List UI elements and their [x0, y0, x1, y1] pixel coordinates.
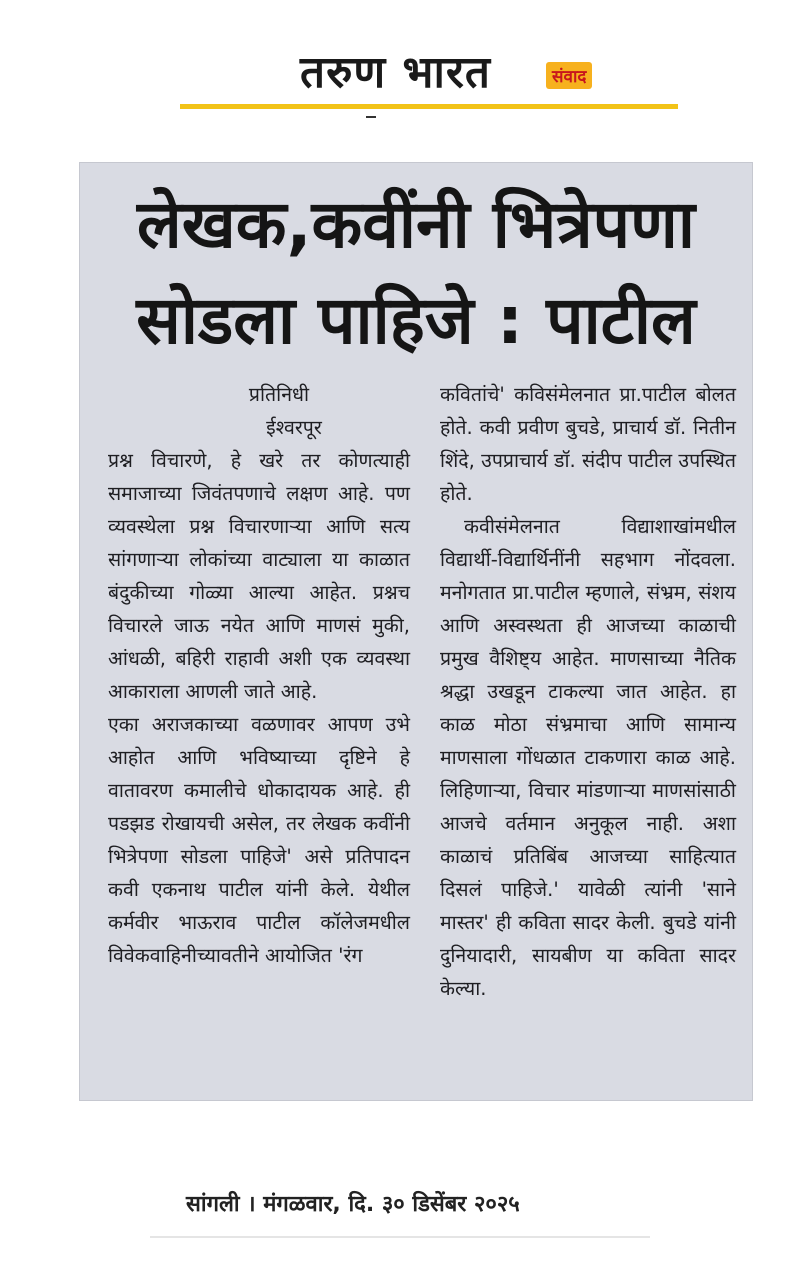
masthead-dash — [366, 116, 376, 118]
news-clipping — [80, 163, 752, 1100]
article-column-left — [108, 378, 410, 972]
paragraph: प्रश्न विचारणे, हे खरे तर कोणत्याही समाजाच्या जिवंतपणाचे लक्षण आहे. पण व्यवस्थेला प्रश्न विचारणाऱ्या आणि सत्य सांगणाऱ्या लोकांच्या वाट्याला या काळात बंदुकीच्या गोळ्या आल्या आहेत. प्रश्नच विचारले जाऊ नयेत आणि माणसं मुकी, आंधळी, बहिरी राहावी अशी एक व्यवस्था आकाराला आणली जाते आहे. — [108, 449, 410, 703]
masthead-rule — [180, 104, 678, 109]
edition-date-line — [186, 1188, 520, 1218]
article-column-right — [440, 378, 736, 1005]
publication-date: । मंगळवार, दि. ३० डिसेंबर २०२५ — [247, 1192, 520, 1217]
edition-name: सांगली — [186, 1192, 240, 1217]
newspaper-logo: तरुण भारत — [300, 47, 491, 98]
masthead — [0, 40, 807, 110]
headline-line-2: सोडला पाहिजे : पाटील — [136, 282, 696, 359]
paragraph: कवितांचे' कविसंमेलनात प्रा.पाटील बोलत होते. कवी प्रवीण बुचडे, प्राचार्य डॉ. नितीन शिंदे, उपप्राचार्य डॉ. संदीप पाटील उपस्थित होते. — [440, 383, 736, 505]
page-footer — [150, 1178, 650, 1228]
footer-rule — [150, 1236, 650, 1238]
headline-line-1: लेखक,कवींनी भित्रेपणा — [137, 186, 695, 263]
logo-badge: संवाद — [546, 62, 592, 89]
paragraph: एका अराजकाच्या वळणावर आपण उभे आहोत आणि भविष्याच्या दृष्टिने हे वातावरण कमालीचे धोकादायक आहे. ही पडझड रोखायची असेल, तर लेखक कवींनी भित्रेपणा सोडला पाहिजे' असे प्रतिपादन कवी एकनाथ पाटील यांनी केले. येथील कर्मवीर भाऊराव पाटील कॉलेजमधील विवेकवाहिनीच्यावतीने आयोजित 'रंग — [108, 713, 410, 967]
dateline-place: ईश्वरपूर — [266, 416, 322, 439]
byline: प्रतिनिधी — [248, 383, 310, 406]
paragraph: कवीसंमेलनात विद्याशाखांमधील विद्यार्थी-विद्यार्थिनींनी सहभाग नोंदवला. मनोगतात प्रा.पाटील म्हणाले, संभ्रम, संशय आणि अस्वस्थता ही आजच्या काळाची प्रमुख वैशिष्ट्य आहेत. माणसाच्या नैतिक श्रद्धा उखडून टाकल्या जात आहेत. हा काळ मोठा संभ्रमाचा आणि सामान्य माणसाला गोंधळात टाकणारा काळ आहे. लिहिणाऱ्या, विचार मांडणाऱ्या माणसांसाठी आजचे वर्तमान अनुकूल नाही. अशा काळाचं प्रतिबिंब आजच्या साहित्यात दिसलं पाहिजे.' यावेळी त्यांनी 'साने मास्तर' ही कविता सादर केली. बुचडे यांनी दुनियादारी, सायबीण या कविता सादर केल्या. — [440, 515, 736, 1000]
